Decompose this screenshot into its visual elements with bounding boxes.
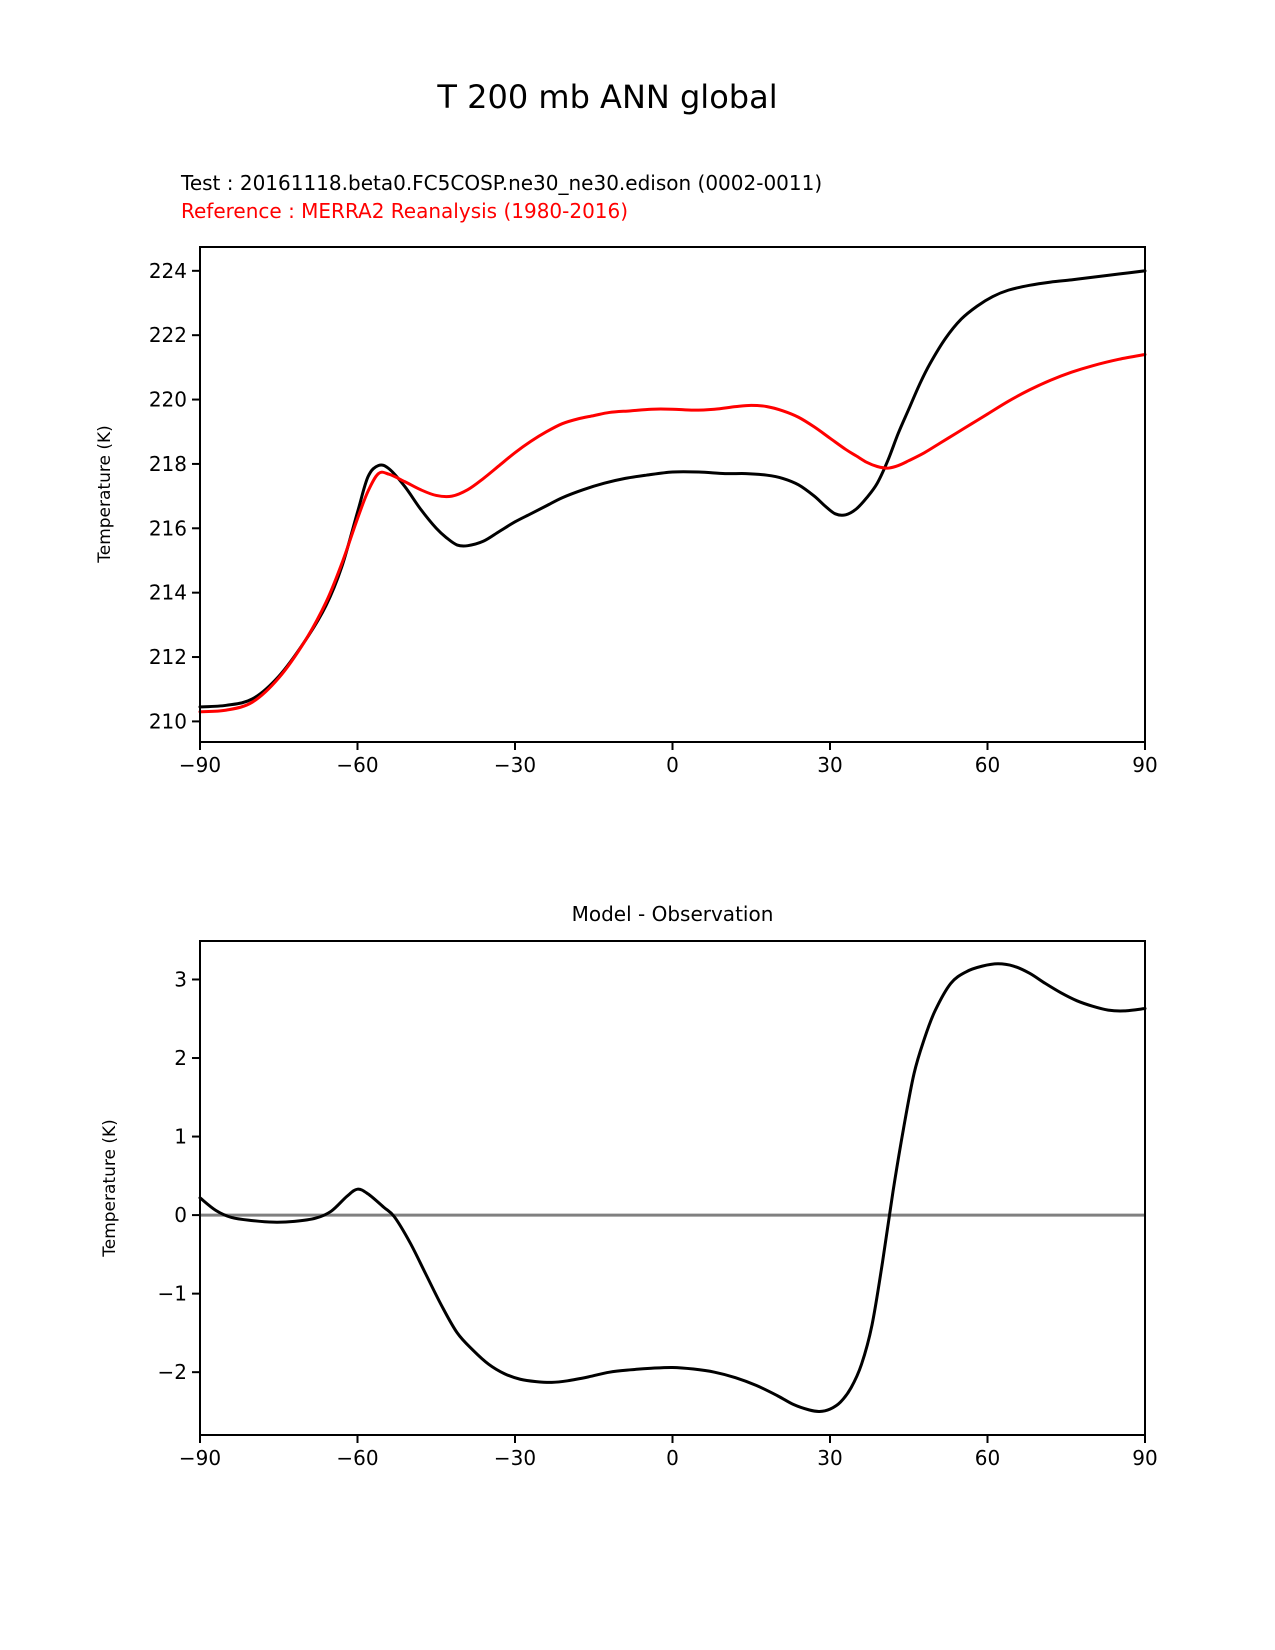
- x-tick-label: 0: [666, 753, 679, 777]
- x-tick-label: −90: [178, 1446, 222, 1470]
- figure-title: T 200 mb ANN global: [437, 78, 778, 116]
- x-tick-label: −60: [336, 1446, 379, 1470]
- plot-border: [200, 941, 1145, 1435]
- x-tick-label: 90: [1132, 753, 1158, 777]
- x-tick-label: −30: [493, 1446, 537, 1470]
- y-tick-label: 2: [174, 1046, 187, 1071]
- y-tick-label: 224: [148, 258, 187, 283]
- x-tick-label: 30: [817, 1446, 843, 1470]
- series-line-reference: [200, 354, 1145, 711]
- x-tick-label: 0: [666, 1446, 679, 1470]
- y-tick-label: 218: [148, 451, 187, 476]
- x-tick-label: −60: [336, 753, 379, 777]
- x-tick-label: −90: [178, 753, 222, 777]
- x-tick-label: −30: [493, 753, 537, 777]
- series-line-test: [200, 271, 1145, 707]
- x-tick-label: 60: [974, 753, 1001, 777]
- y-tick-label: 210: [148, 709, 187, 734]
- y-tick-label: −2: [157, 1360, 187, 1385]
- y-tick-label: 222: [148, 323, 187, 348]
- x-tick-label: 90: [1132, 1446, 1158, 1470]
- x-tick-label: 30: [817, 753, 843, 777]
- plot-border: [200, 247, 1145, 742]
- bottom-chart-y-axis-label: Temperature (K): [100, 1119, 120, 1257]
- top-chart-y-axis-label: Temperature (K): [95, 425, 115, 563]
- y-tick-label: 220: [148, 387, 187, 412]
- reference-run-label: Reference : MERRA2 Reanalysis (1980-2016): [181, 199, 629, 223]
- y-tick-label: −1: [157, 1281, 187, 1306]
- y-tick-label: 0: [174, 1203, 187, 1228]
- y-tick-label: 3: [174, 967, 187, 992]
- y-tick-label: 216: [148, 516, 187, 541]
- y-tick-label: 214: [148, 580, 187, 605]
- y-tick-label: 1: [174, 1124, 187, 1149]
- x-tick-label: 60: [974, 1446, 1001, 1470]
- test-run-label: Test : 20161118.beta0.FC5COSP.ne30_ne30.edison (0002-0011): [181, 171, 823, 195]
- y-tick-label: 212: [148, 645, 187, 670]
- series-line-model-observation: [200, 964, 1145, 1412]
- bottom-chart-title: Model - Observation: [571, 902, 774, 926]
